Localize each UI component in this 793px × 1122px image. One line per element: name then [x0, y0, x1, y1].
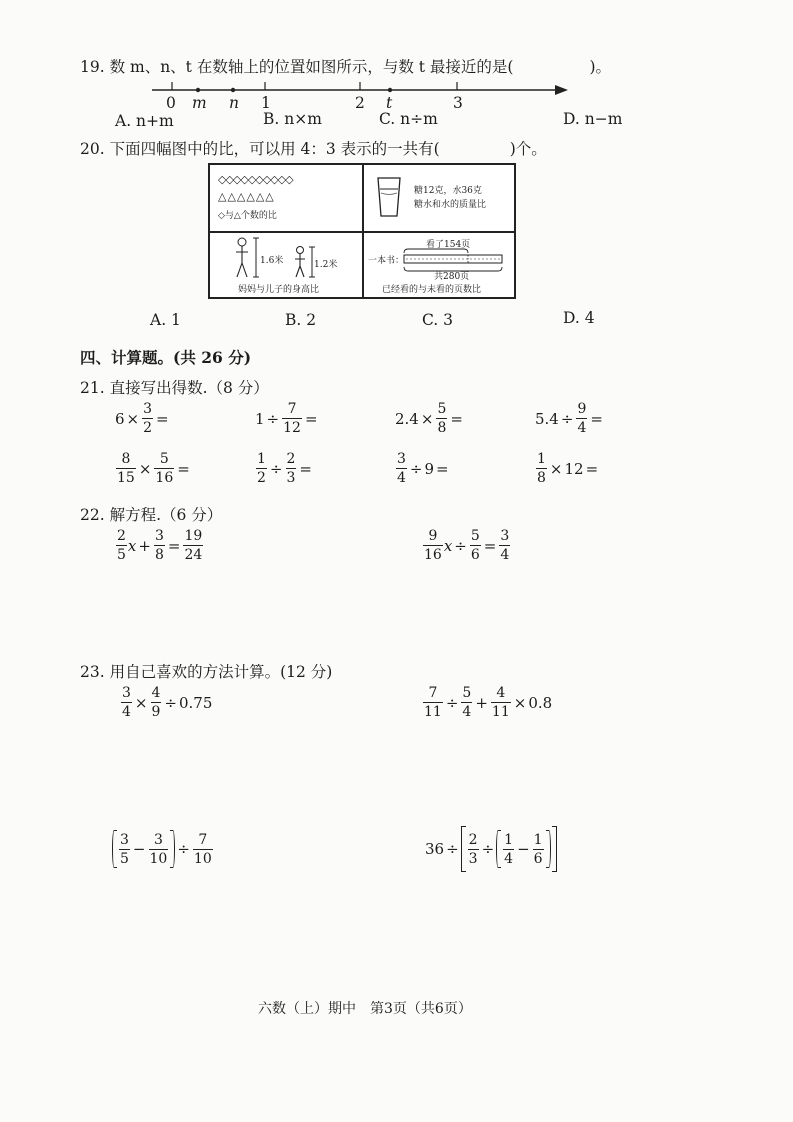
- axis-label-m: m: [192, 94, 207, 112]
- panel2-line1: 糖12克，水36克: [414, 186, 482, 196]
- axis-label-n: n: [229, 94, 239, 112]
- q19-stem: [80, 55, 611, 77]
- q21-expr-2: 1 ÷ $\frac{7}{12}$ =: [255, 401, 318, 436]
- q23-expr-3: $\frac{3}{5}$ − $\frac{3}{10}$ ÷ $\frac{7}{10}$: [112, 830, 214, 868]
- panel4-caption: 已经看的与未看的页数比: [382, 285, 482, 295]
- axis-label-2: 2: [355, 94, 365, 112]
- axis-label-1: 1: [261, 94, 271, 112]
- section-4-heading: 四、计算题。(共 26 分): [80, 348, 252, 367]
- q20-option-b: B. 2: [285, 311, 317, 329]
- panel4-total: 共280页: [434, 272, 470, 282]
- q19-option-b: B. n×m: [263, 110, 322, 128]
- q21-stem: 21. 直接写出得数.（8 分）: [80, 379, 269, 397]
- q23-expr-1: $\frac{3}{4}$ × $\frac{4}{9}$ ÷ 0.75: [122, 685, 213, 720]
- q21-expr-5: $\frac{8}{15}$ × $\frac{5}{16}$ =: [117, 451, 190, 486]
- q19-option-d: D. n−m: [563, 110, 623, 128]
- panel3-height-son: 1.2米: [314, 260, 338, 270]
- page-footer: 六数（上）期中 第3页（共6页）: [258, 1001, 472, 1017]
- q19-stem-text: 19. 数 m、n、t 在数轴上的位置如图所示，与数 t 最接近的是(: [80, 58, 514, 76]
- q21-expr-4: 5.4 ÷ $\frac{9}{4}$ =: [535, 401, 603, 436]
- panel1-caption: ◇与△个数的比: [218, 211, 277, 221]
- q19-option-c: C. n÷m: [379, 110, 438, 128]
- panel2-line2: 糖水和水的质量比: [414, 200, 487, 210]
- ratio-figure: [208, 163, 516, 299]
- q22-equation-1: $\frac{2}{5}$ x + $\frac{3}{8}$ = $\frac{19}{24}$: [117, 528, 203, 563]
- q19-option-a: A. n+m: [115, 112, 174, 130]
- panel4-book-label: 一本书：: [368, 256, 405, 266]
- q19-paren-close: )。: [589, 58, 612, 76]
- panel4-read: 看了154页: [426, 240, 471, 250]
- q20-stem-text: 20. 下面四幅图中的比，可以用 4：3 表示的一共有(: [80, 140, 440, 158]
- q20-option-d: D. 4: [563, 309, 595, 327]
- q20-option-c: C. 3: [422, 311, 454, 329]
- q23-expr-4: 36 ÷ $\frac{2}{3}$ ÷ $\frac{1}{4}$ − $\frac{1}{6}$: [425, 826, 557, 872]
- q21-expr-1: 6 × $\frac{3}{2}$ =: [115, 401, 169, 436]
- q23-stem: 23. 用自己喜欢的方法计算。(12 分): [80, 663, 333, 681]
- q20-paren-close: )个。: [509, 140, 547, 158]
- axis-label-t: t: [386, 94, 393, 112]
- q21-expr-3: 2.4 × $\frac{5}{8}$ =: [395, 401, 463, 436]
- panel3-caption: 妈妈与儿子的身高比: [238, 285, 320, 295]
- panel1-triangles: △△△△△△: [218, 190, 275, 203]
- q22-equation-2: $\frac{9}{16}$ x ÷ $\frac{5}{6}$ = $\frac{3}{4}$: [424, 528, 510, 563]
- q20-option-a: A. 1: [150, 311, 181, 329]
- q22-stem: 22. 解方程.（6 分）: [80, 506, 223, 524]
- q23-expr-2: $\frac{7}{11}$ ÷ $\frac{5}{4}$ + $\frac{4}{11}$ × 0.8: [424, 685, 553, 720]
- cup-icon: [376, 175, 402, 219]
- q20-stem: [80, 137, 547, 159]
- axis-label-0: 0: [166, 94, 176, 112]
- q21-expr-8: $\frac{1}{8}$ × 12 =: [537, 451, 599, 486]
- q21-expr-7: $\frac{3}{4}$ ÷ 9 =: [397, 451, 449, 486]
- axis-label-3: 3: [453, 94, 463, 112]
- panel3-height-mother: 1.6米: [260, 256, 284, 266]
- panel1-diamonds: ◇◇◇◇◇◇◇◇◇◇: [218, 173, 293, 186]
- q21-expr-6: $\frac{1}{2}$ ÷ $\frac{2}{3}$ =: [257, 451, 312, 486]
